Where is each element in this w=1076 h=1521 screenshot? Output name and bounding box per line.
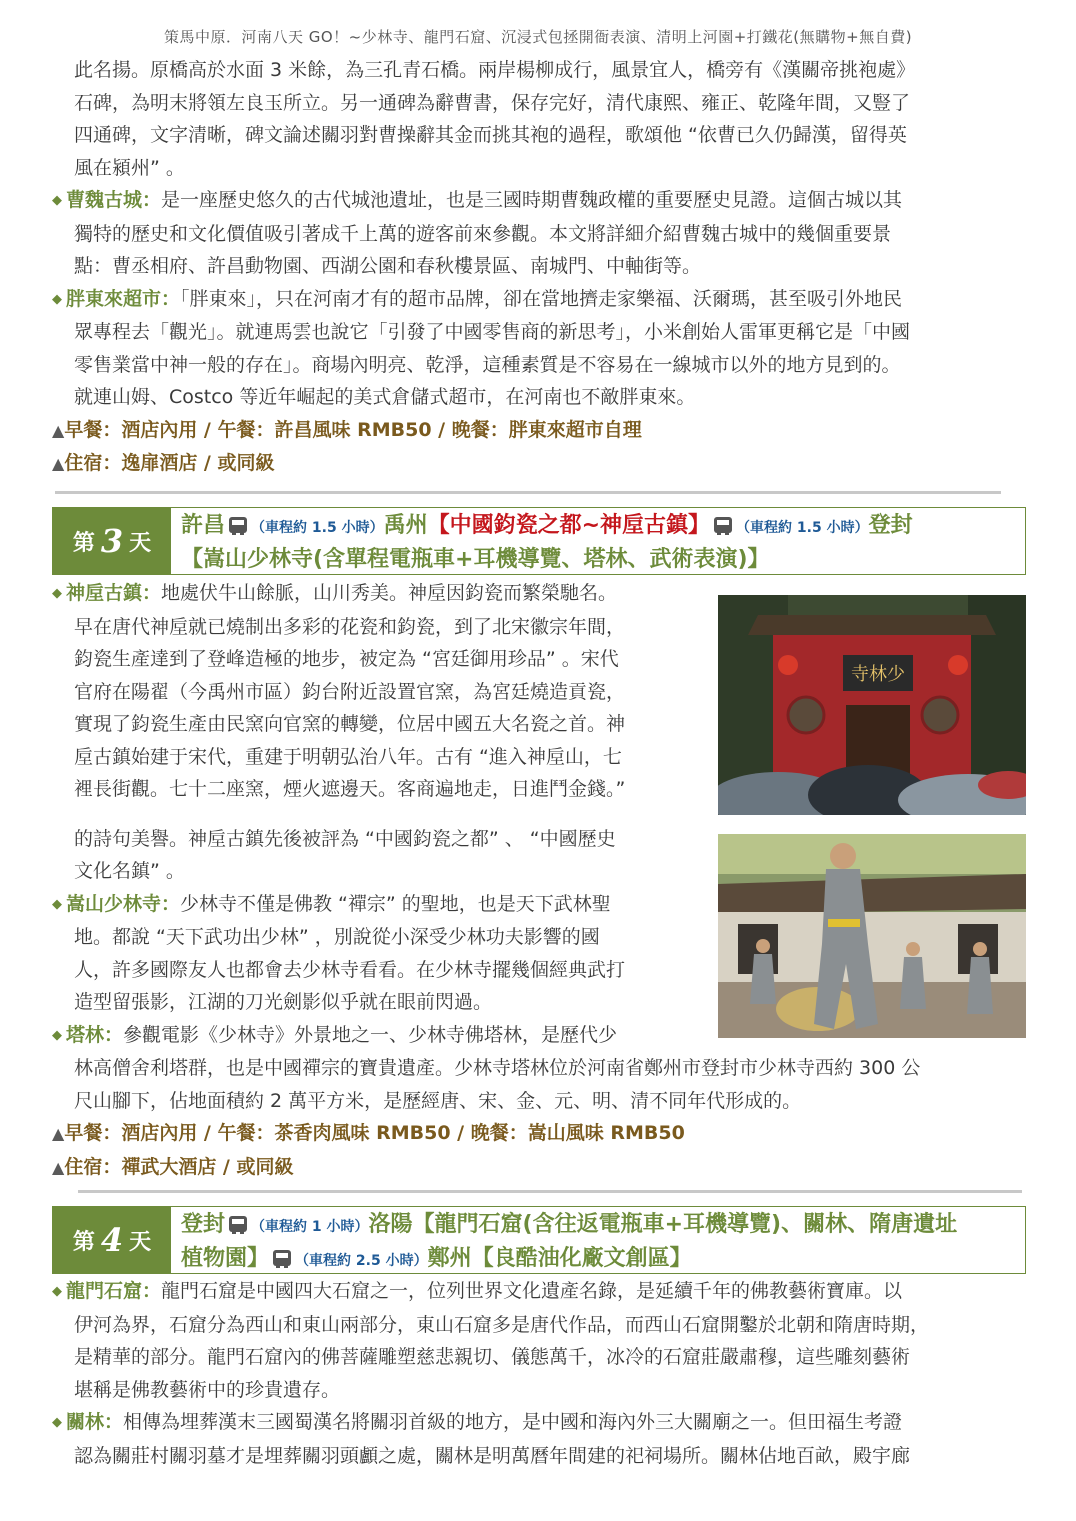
item-line: 堪稱是佛教藝術中的珍貴遺存。 — [74, 1378, 341, 1401]
list-item-pangdonglai: ◆ 胖東來超市：「胖東來」，只在河南才有的超市品牌，卻在當地擠走家樂福、沃爾瑪，甚至吸引外地民 — [52, 283, 1032, 317]
diamond-bullet-icon: ◆ — [52, 896, 62, 912]
item-line: 就連山姆、Costco 等近年崛起的美式倉儲式超市，在河南也不敵胖東來。 — [74, 386, 696, 408]
item-line: 地。都說 “天下武功出少林” ，別說從小深受少林功夫影響的國 — [74, 926, 600, 948]
day4-badge: 第 4 天 — [53, 1207, 171, 1273]
diamond-bullet-icon: ◆ — [52, 1415, 62, 1430]
day4-header — [52, 1206, 1026, 1274]
item-line: 認為關莊村關羽墓才是埋葬關羽頭顱之處，關林是明萬曆年間建的祀祠場所。關林佔地百畝，殿宇廊 — [74, 1444, 911, 1467]
list-item-talin: ◆ 塔林：參觀電影《少林寺》外景地之一、少林寺佛塔林，是歷代少 — [52, 1019, 1032, 1053]
day3-header — [52, 507, 1026, 575]
svg-text:寺林少: 寺林少 — [851, 664, 905, 685]
diamond-bullet-icon: ◆ — [52, 1027, 62, 1043]
intro-line: 風在潁州” 。 — [74, 156, 185, 179]
item-line: 零售業當中神一般的存在」。商場內明亮、乾淨，這種素質是不容易在一線城市以外的地方見到的。 — [74, 353, 901, 376]
day3-hotel: ▲住宿：禪武大酒店 / 或同級 — [52, 1155, 294, 1178]
triangle-icon: ▲ — [52, 454, 65, 473]
item-line: 是精華的部分。龍門石窟內的佛菩薩雕塑慈悲親切、儀態萬千，冰冷的石窟莊嚴肅穆，這些雕刻藝術 — [74, 1346, 911, 1368]
list-item-caowei: ◆ 曹魏古城：是一座歷史悠久的古代城池遺址，也是三國時期曹魏政權的重要歷史見證。這個古城以其 — [52, 184, 1032, 218]
item-line: 垕古鎮始建于宋代，重建于明朝弘治八年。古有 “進入神垕山，七 — [74, 745, 622, 768]
bus-icon — [714, 517, 732, 533]
triangle-icon: ▲ — [52, 1157, 65, 1177]
item-line: 獨特的歷史和文化價值吸引著成千上萬的遊客前來參觀。本文將詳細介紹曹魏古城中的幾個重要景 — [74, 222, 892, 245]
day2-meals: ▲早餐：酒店內用 / 午餐：許昌風味 RMB50 / 晚餐：胖東來超市自理 — [52, 418, 642, 441]
item-line: 眾專程去「觀光」。就連馬雲也說它「引發了中國零售商的新思考」，小米創始人雷軍更稱它是「中國 — [74, 321, 911, 343]
item-line: 尺山腳下，佔地面積約 2 萬平方米，是歷經唐、宋、金、元、明、清不同年代形成的。 — [74, 1089, 802, 1112]
list-item-longmen: ◆ 龍門石窟：龍門石窟是中國四大石窟之一，位列世界文化遺產名錄，是延續千年的佛教藝術寶庫。以 — [52, 1275, 1032, 1309]
day4-content — [52, 1275, 1032, 1472]
list-item-shaolin: ◆ 嵩山少林寺：少林寺不僅是佛教 “禪宗” 的聖地，也是天下武林聖 — [52, 888, 1032, 922]
intro-line: 四通碑，文字清晰，碑文論述關羽對曹操辭其金而挑其袍的過程，歌頌他 “依曹已久仍歸漢，留得英 — [74, 124, 907, 146]
item-line: 裡長街觀。七十二座窯，煙火遮邊天。客商遍地走，日進鬥金錢。” — [74, 778, 626, 800]
list-item-guanlin: ◆ 關林：相傳為埋葬漢末三國蜀漢名將關羽首級的地方，是中國和海內外三大關廟之一。但田福生考證 — [52, 1406, 1032, 1440]
day3-content — [52, 577, 1032, 1184]
bus-icon — [229, 517, 247, 533]
item-line: 林高僧舍利塔群，也是中國禪宗的寶貴遺產。少林寺塔林位於河南省鄭州市登封市少林寺西約 300 公 — [74, 1057, 921, 1079]
page-header: 策馬中原．河南八天 GO！~少林寺、龍門石窟、沉浸式包拯開衙表演、清明上河園+打鐵花(無購物+無自費) — [163, 28, 913, 46]
item-line: 官府在陽翟（今禹州市區）鈞台附近設置官窯，為宮廷燒造貢瓷， — [74, 680, 626, 703]
item-line: 鈞瓷生產達到了登峰造極的地步，被定為 “宮廷御用珍品” 。宋代 — [74, 648, 619, 670]
triangle-icon: ▲ — [52, 1124, 65, 1143]
day3-meals: ▲早餐：酒店內用 / 午餐：茶香肉風味 RMB50 / 晚餐：嵩山風味 RMB50 — [52, 1122, 685, 1144]
item-line: 的詩句美譽。神垕古鎮先後被評為 “中國鈞瓷之都” 、 “中國歷史 — [74, 827, 616, 850]
section-divider — [78, 1190, 1022, 1193]
bus-icon — [229, 1216, 247, 1232]
item-line: 文化名鎮” 。 — [74, 860, 185, 882]
item-line: 造型留張影，江湖的刀光劍影似乎就在眼前閃過。 — [74, 991, 493, 1013]
diamond-bullet-icon: ◆ — [52, 193, 62, 208]
item-line: 伊河為界，石窟分為西山和東山兩部分，東山石窟多是唐代作品，而西山石窟開鑿於北朝和隋唐時期， — [74, 1313, 930, 1336]
diamond-bullet-icon: ◆ — [52, 1284, 62, 1299]
diamond-bullet-icon: ◆ — [52, 586, 62, 601]
day3-route: 許昌 （車程約 1.5 小時）禹州【中國鈞瓷之都~神垕古鎮】 （車程約 1.5 小時）登封 【嵩山少林寺(含單程電瓶車+耳機導覽、塔林、武術表演)】 — [171, 508, 1025, 574]
list-item-shenhou: ◆ 神垕古鎮：地處伏牛山餘脈，山川秀美。神垕因鈞瓷而繁榮馳名。 — [52, 577, 1032, 611]
item-line: 早在唐代神垕就已燒制出多彩的花瓷和鈞瓷，到了北宋徽宗年間， — [74, 615, 626, 638]
intro-line: 石碑，為明末將領左良玉所立。另一通碑為辭曹書，保存完好，清代康熙、雍正、乾隆年間，又豎了 — [74, 91, 911, 114]
triangle-icon: ▲ — [52, 420, 65, 440]
day4-route: 登封 （車程約 1 小時）洛陽【龍門石窟(含往返電瓶車+耳機導覽)、關林、隋唐遺址 植物園】 （車程約 2.5 小時）鄭州【良酷油化廠文創區】 — [171, 1207, 1025, 1273]
day2-hotel: ▲住宿：逸扉酒店 / 或同級 — [52, 452, 275, 474]
diamond-bullet-icon: ◆ — [52, 291, 62, 307]
day3-badge: 第 3 天 — [53, 508, 171, 574]
item-line: 點：曹丞相府、許昌動物園、西湖公園和春秋樓景區、南城門、中軸街等。 — [74, 255, 702, 277]
section-divider — [55, 491, 1001, 494]
item-line: 人，許多國際友人也都會去少林寺看看。在少林寺擺幾個經典武打 — [74, 958, 626, 981]
intro-line: 此名揚。原橋高於水面 3 米餘，為三孔青石橋。兩岸楊柳成行，風景宜人，橋旁有《漢關帝挑袍處》 — [74, 59, 916, 81]
intro-paragraph — [52, 54, 1032, 481]
bus-icon — [273, 1250, 291, 1266]
item-line: 實現了鈞瓷生產由民窯向官窯的轉變，位居中國五大名瓷之首。神 — [74, 713, 626, 735]
